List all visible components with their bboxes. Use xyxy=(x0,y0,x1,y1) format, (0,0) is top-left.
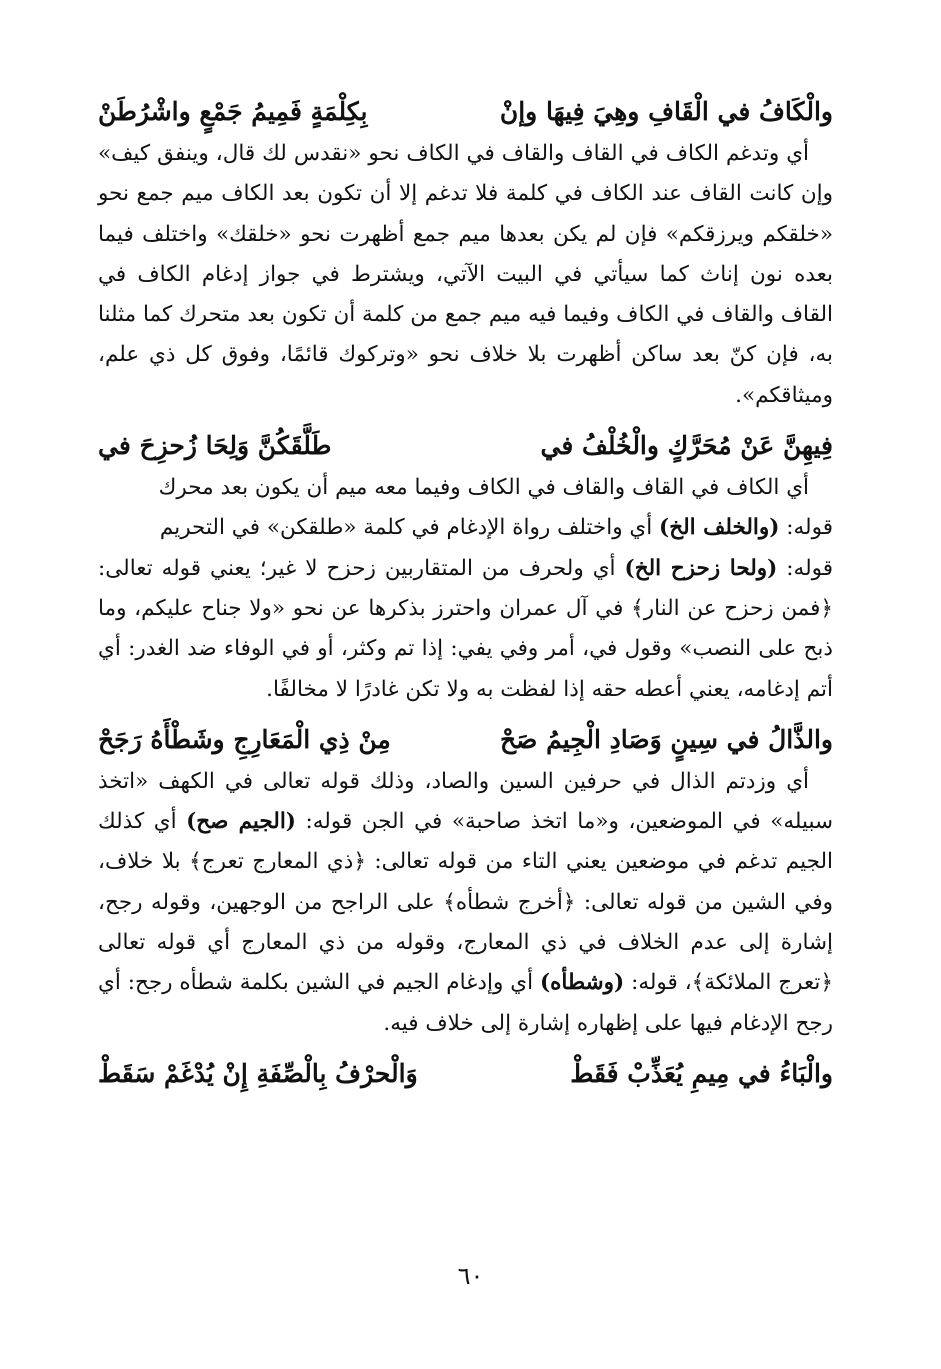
quoted-phrase: (ولحا زحزح الخ) xyxy=(624,555,778,581)
explanation-text: أي وإدغام الجيم في الشين بكلمة شطأه رجح: أي رجح الإدغام فيها على إظهاره إشارة إلى خلاف فيه. xyxy=(98,970,833,1036)
explanation-text: أي الكاف في القاف والقاف في الكاف وفيما معه ميم أن يكون بعد محرك xyxy=(158,475,809,501)
explanation-text: أي ولحرف من المتقاربين زحزح لا غير؛ يعني قوله تعالى: ﴿فمن زحزح عن النار﴾ في آل عمران واحترز بذكرها عن نحو «ولا جناح عليكم، وما ذبح على النصب» وقول في، أمر وفي يفي: إذا تم وكثر، أو في الوفاء ضد الغدر: أي أتم إدغامه، يعني أعطه حقه إذا لفظت به ولا تكن غادرًا لا مخالفًا. xyxy=(98,555,833,702)
quoted-phrase: (وشطأه) xyxy=(539,970,625,996)
explanation-paragraph xyxy=(98,134,833,416)
quoted-phrase: (الجيم صح) xyxy=(186,809,296,835)
verse-hemistich-right: والْبَاءُ في مِيمِ يُعَذِّبْ فَقَطْ xyxy=(570,1058,833,1088)
verse-line xyxy=(98,426,833,466)
verse-hemistich-right: والذَّالُ في سِينٍ وَصَادِ الْجِيمُ صَحْ xyxy=(500,724,833,754)
explanation-paragraph xyxy=(98,468,833,710)
verse-hemistich-left: طَلَّقَكُنَّ وَلِحَا زُحزِحَ في xyxy=(98,431,332,461)
verse-hemistich-right: والْكَافُ في الْقَافِ وهِيَ فِيهَا وإنْ xyxy=(499,97,833,126)
page-number: ٦٠ xyxy=(457,1262,484,1290)
explanation-text: أي وتدغم الكاف في القاف والقاف في الكاف نحو «نقدس لك قال، وينفق كيف» وإن كانت القاف عند الكاف في كلمة فلا تدغم إلا أن تكون بعد الكاف ميم جمع نحو «خلقكم ويرزقكم» فإن لم يكن بعدها ميم جمع أظهرت نحو «خلقك» واختلف فيما بعده نون إناث كما سيأتي في البيت الآتي، ويشترط في جواز إدغام الكاف في القاف والقاف في الكاف وفيما فيه ميم جمع من كلمة أن تكون بعد متحرك كما مثلنا به، فإن كنّ بعد ساكن أظهرت بلا خلاف نحو «وتركوك قائمًا، وفوق كل ذي علم، وميثاقكم». xyxy=(98,141,833,408)
verse-hemistich-left: وَالْحرْفُ بِالْصِّفَةِ إِنْ يُدْغَمْ سَقَطْ xyxy=(98,1058,418,1088)
quoted-phrase: (والخلف الخ) xyxy=(659,515,780,541)
verse-hemistich-left: مِنْ ذِي الْمَعَارِجِ وشَطْأَهُ رَجَحْ xyxy=(98,724,391,754)
verse-hemistich-right: فِيهِنَّ عَنْ مُحَرَّكٍ والْخُلْفُ في xyxy=(540,431,833,461)
verse-line xyxy=(98,92,833,132)
explanation-text: قوله: xyxy=(779,515,833,541)
explanation-text: قوله: xyxy=(777,555,834,581)
explanation-text: أي واختلف رواة الإدغام في كلمة «طلقكن» في التحريم xyxy=(159,515,660,541)
explanation-paragraph xyxy=(98,762,833,1044)
verse-line xyxy=(98,1054,833,1094)
verse-hemistich-left: بِكِلْمَةٍ فَمِيمُ جَمْعٍ واشْرُطَنْ xyxy=(98,97,368,126)
verse-line xyxy=(98,720,833,760)
explanation-text: أي وزدتم الذال في حرفين السين والصاد، وذلك قوله تعالى في الكهف «اتخذ سبيله» في الموضعين، و«ما اتخذ صاحبة» في الجن قوله: xyxy=(98,768,833,835)
explanation-text: أي كذلك الجيم تدغم في موضعين يعني التاء من قوله تعالى: ﴿ذي المعارج تعرج﴾ بلا خلاف، وفي الشين من قوله تعالى: ﴿أخرج شطأه﴾ على الراجح من الوجهين، وقوله رجح، إشارة إلى عدم الخلاف في ذي المعارج، وقوله من ذي المعارج أي قوله تعالى ﴿تعرج الملائكة﴾، قوله: xyxy=(98,809,834,996)
